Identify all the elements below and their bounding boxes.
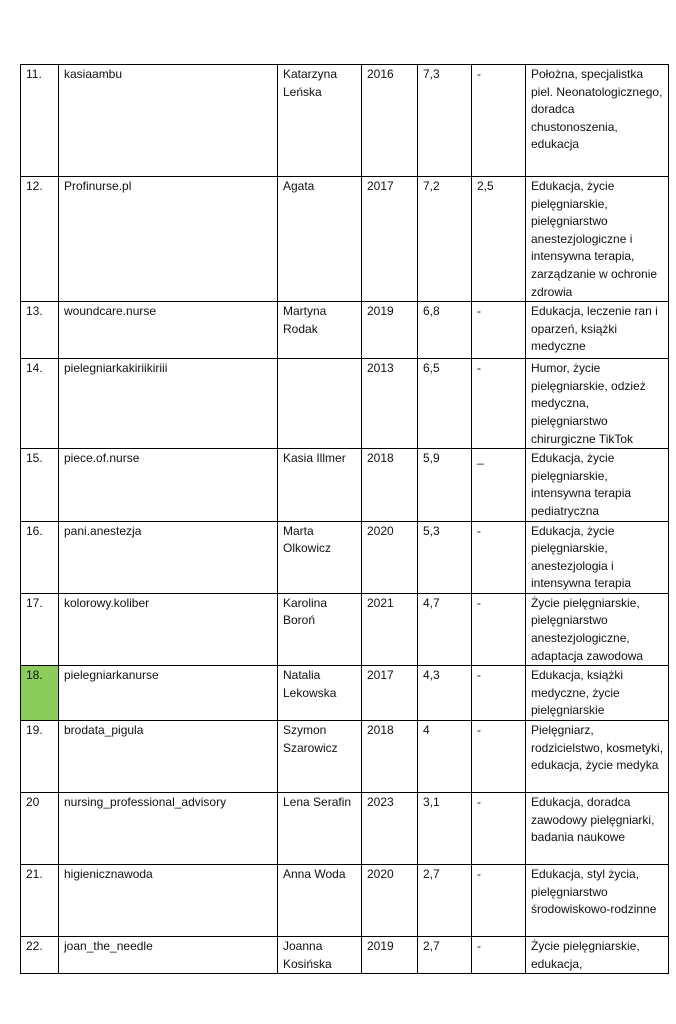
topics-description: Edukacja, doradca zawodowy pielęgniarki, badania naukowe xyxy=(526,793,669,865)
table-row xyxy=(21,449,669,521)
topics-description: Położna, specjalistka piel. Neonatologicznego, doradca chustonoszenia, edukacja xyxy=(526,65,669,177)
topics-description: Humor, życie pielęgniarskie, odzież medyczna, pielęgniarstwo chirurgiczne TikTok xyxy=(526,359,669,449)
account-handle: piece.of.nurse xyxy=(59,449,278,521)
row-number: 22. xyxy=(21,937,59,974)
topics-description: Edukacja, książki medyczne, życie pielęgniarskie xyxy=(526,666,669,721)
author-name: Martyna Rodak xyxy=(278,302,362,359)
account-handle: higienicznawoda xyxy=(59,865,278,937)
value-secondary: - xyxy=(472,666,526,721)
topics-description: Edukacja, leczenie ran i oparzeń, książki medyczne xyxy=(526,302,669,359)
table-row xyxy=(21,666,669,721)
value-secondary: _ xyxy=(472,449,526,521)
row-number: 17. xyxy=(21,593,59,665)
row-number: 13. xyxy=(21,302,59,359)
value-primary: 5,3 xyxy=(418,521,472,593)
table-row xyxy=(21,937,669,974)
table-row xyxy=(21,359,669,449)
value-primary: 5,9 xyxy=(418,449,472,521)
account-handle: kolorowy.koliber xyxy=(59,593,278,665)
start-year: 2020 xyxy=(362,521,418,593)
account-handle: pani.anestezja xyxy=(59,521,278,593)
start-year: 2016 xyxy=(362,65,418,177)
author-name: Agata xyxy=(278,177,362,302)
value-primary: 3,1 xyxy=(418,793,472,865)
topics-description: Edukacja, życie pielęgniarskie, intensywna terapia pediatryczna xyxy=(526,449,669,521)
table-row xyxy=(21,302,669,359)
value-secondary: 2,5 xyxy=(472,177,526,302)
author-name: Marta Olkowicz xyxy=(278,521,362,593)
row-number: 21. xyxy=(21,865,59,937)
value-secondary: - xyxy=(472,793,526,865)
author-name: Natalia Lekowska xyxy=(278,666,362,721)
start-year: 2017 xyxy=(362,177,418,302)
table-row xyxy=(21,65,669,177)
account-handle: nursing_professional_advisory xyxy=(59,793,278,865)
value-primary: 4,7 xyxy=(418,593,472,665)
topics-description: Edukacja, życie pielęgniarskie, pielęgniarstwo anestezjologiczne i intensywna terapia, zarządzanie w ochronie zdrowia xyxy=(526,177,669,302)
value-primary: 6,5 xyxy=(418,359,472,449)
instagram-accounts-table xyxy=(20,64,669,974)
value-secondary: - xyxy=(472,593,526,665)
value-primary: 4,3 xyxy=(418,666,472,721)
value-secondary: - xyxy=(472,302,526,359)
start-year: 2013 xyxy=(362,359,418,449)
topics-description: Pielęgniarz, rodzicielstwo, kosmetyki, edukacja, życie medyka xyxy=(526,721,669,793)
row-number: 12. xyxy=(21,177,59,302)
author-name: Szymon Szarowicz xyxy=(278,721,362,793)
start-year: 2020 xyxy=(362,865,418,937)
value-secondary: - xyxy=(472,865,526,937)
row-number: 11. xyxy=(21,65,59,177)
value-primary: 7,2 xyxy=(418,177,472,302)
author-name: Karolina Boroń xyxy=(278,593,362,665)
row-number: 15. xyxy=(21,449,59,521)
topics-description: Edukacja, styl życia, pielęgniarstwo środowiskowo-rodzinne xyxy=(526,865,669,937)
author-name xyxy=(278,359,362,449)
row-number: 19. xyxy=(21,721,59,793)
value-secondary: - xyxy=(472,937,526,974)
account-handle: pielegniarkanurse xyxy=(59,666,278,721)
author-name: Katarzyna Leńska xyxy=(278,65,362,177)
account-handle: Profinurse.pl xyxy=(59,177,278,302)
author-name: Joanna Kosińska xyxy=(278,937,362,974)
account-handle: kasiaambu xyxy=(59,65,278,177)
topics-description: Życie pielęgniarskie, edukacja, xyxy=(526,937,669,974)
value-primary: 7,3 xyxy=(418,65,472,177)
topics-description: Życie pielęgniarskie, pielęgniarstwo anestezjologiczne, adaptacja zawodowa xyxy=(526,593,669,665)
account-handle: woundcare.nurse xyxy=(59,302,278,359)
value-primary: 2,7 xyxy=(418,937,472,974)
author-name: Kasia Illmer xyxy=(278,449,362,521)
table-row xyxy=(21,865,669,937)
account-handle: brodata_pigula xyxy=(59,721,278,793)
value-primary: 6,8 xyxy=(418,302,472,359)
author-name: Lena Serafin xyxy=(278,793,362,865)
start-year: 2019 xyxy=(362,937,418,974)
value-secondary: - xyxy=(472,359,526,449)
value-secondary: - xyxy=(472,65,526,177)
start-year: 2018 xyxy=(362,721,418,793)
account-handle: joan_the_needle xyxy=(59,937,278,974)
value-secondary: - xyxy=(472,721,526,793)
table-row xyxy=(21,177,669,302)
start-year: 2017 xyxy=(362,666,418,721)
table-row xyxy=(21,593,669,665)
start-year: 2021 xyxy=(362,593,418,665)
author-name: Anna Woda xyxy=(278,865,362,937)
row-number: 14. xyxy=(21,359,59,449)
account-handle: pielegniarkakiriikiriii xyxy=(59,359,278,449)
start-year: 2018 xyxy=(362,449,418,521)
value-primary: 2,7 xyxy=(418,865,472,937)
row-number: 16. xyxy=(21,521,59,593)
row-number: 18. xyxy=(21,666,59,721)
value-secondary: - xyxy=(472,521,526,593)
topics-description: Edukacja, życie pielęgniarskie, anestezjologia i intensywna terapia xyxy=(526,521,669,593)
start-year: 2019 xyxy=(362,302,418,359)
table-row xyxy=(21,521,669,593)
table-row xyxy=(21,721,669,793)
row-number: 20 xyxy=(21,793,59,865)
start-year: 2023 xyxy=(362,793,418,865)
value-primary: 4 xyxy=(418,721,472,793)
table-body xyxy=(21,65,669,974)
table-row xyxy=(21,793,669,865)
